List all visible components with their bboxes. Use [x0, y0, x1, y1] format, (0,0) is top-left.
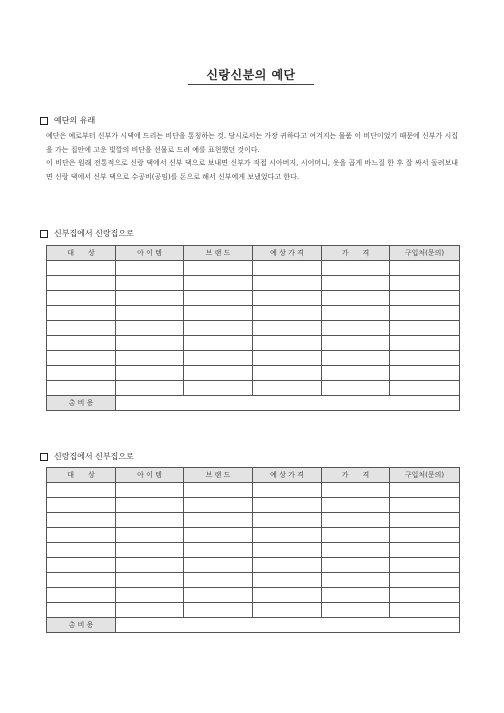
table-cell[interactable] [116, 513, 184, 528]
table-cell[interactable] [184, 603, 253, 618]
checkbox-square-icon [40, 117, 48, 125]
table-cell[interactable] [253, 588, 322, 603]
table-cell[interactable] [322, 498, 390, 513]
origin-section-heading [40, 115, 95, 126]
table-cell[interactable] [253, 351, 322, 366]
table-cell[interactable] [253, 276, 322, 291]
table-cell[interactable] [47, 483, 116, 498]
table-cell[interactable] [322, 276, 390, 291]
table-cell[interactable] [322, 513, 390, 528]
table-cell[interactable] [116, 261, 184, 276]
table-header-row [47, 246, 460, 261]
table-row [47, 558, 460, 573]
table-cell[interactable] [47, 573, 116, 588]
table-cell[interactable] [322, 261, 390, 276]
table-cell[interactable] [322, 321, 390, 336]
table-cell[interactable] [390, 366, 460, 381]
table-row [47, 573, 460, 588]
table-row [47, 588, 460, 603]
table-cell[interactable] [116, 588, 184, 603]
header-brand: 브 랜 드 [184, 246, 253, 261]
table-cell[interactable] [184, 336, 253, 351]
header-item: 아 이 템 [116, 468, 184, 483]
table-row [47, 603, 460, 618]
table-cell[interactable] [116, 306, 184, 321]
table-cell[interactable] [253, 513, 322, 528]
table-cell[interactable] [116, 498, 184, 513]
table-cell[interactable] [116, 558, 184, 573]
origin-heading-label: 예단의 유래 [54, 116, 96, 125]
table-cell[interactable] [116, 276, 184, 291]
table-row [47, 483, 460, 498]
table-cell[interactable] [390, 588, 460, 603]
table-cell[interactable] [253, 543, 322, 558]
header-store: 구입처(문의) [390, 468, 460, 483]
table-cell[interactable] [47, 321, 116, 336]
checkbox-square-icon [40, 453, 48, 461]
table-cell[interactable] [116, 603, 184, 618]
table-cell[interactable] [390, 558, 460, 573]
table-cell[interactable] [184, 513, 253, 528]
table-cell[interactable] [47, 366, 116, 381]
table-row [47, 351, 460, 366]
table-cell[interactable] [322, 351, 390, 366]
table-cell[interactable] [184, 498, 253, 513]
total-cost-value[interactable] [116, 618, 460, 633]
table-row [47, 276, 460, 291]
table-cell[interactable] [390, 381, 460, 396]
table-cell[interactable] [322, 603, 390, 618]
table-cell[interactable] [116, 321, 184, 336]
groom-to-bride-table [46, 467, 460, 633]
origin-paragraph [46, 130, 458, 184]
table-cell[interactable] [116, 291, 184, 306]
table-cell[interactable] [390, 513, 460, 528]
table-row [47, 498, 460, 513]
table-row [47, 291, 460, 306]
table-cell[interactable] [390, 603, 460, 618]
table-cell[interactable] [390, 573, 460, 588]
table-cell[interactable] [253, 558, 322, 573]
table-cell[interactable] [116, 573, 184, 588]
table-row [47, 543, 460, 558]
table-cell[interactable] [253, 336, 322, 351]
total-cost-value[interactable] [116, 396, 460, 411]
table-cell[interactable] [47, 603, 116, 618]
table-cell[interactable] [184, 351, 253, 366]
table-row [47, 513, 460, 528]
table-row [47, 528, 460, 543]
table-row [47, 366, 460, 381]
table-cell[interactable] [322, 366, 390, 381]
table-cell[interactable] [390, 498, 460, 513]
table-cell[interactable] [184, 543, 253, 558]
table-cell[interactable] [253, 603, 322, 618]
table-cell[interactable] [47, 498, 116, 513]
table-cell[interactable] [47, 336, 116, 351]
header-store: 구입처(문의) [390, 246, 460, 261]
total-cost-label: 총 비 용 [47, 618, 116, 633]
table-cell[interactable] [47, 276, 116, 291]
table-cell[interactable] [116, 483, 184, 498]
table-cell[interactable] [47, 588, 116, 603]
table-cell[interactable] [390, 351, 460, 366]
groom-to-bride-heading-label: 신랑집에서 신부집으로 [54, 452, 134, 461]
table-cell[interactable] [390, 321, 460, 336]
table-cell[interactable] [253, 261, 322, 276]
table-cell[interactable] [184, 261, 253, 276]
table-cell[interactable] [390, 336, 460, 351]
table-cell[interactable] [322, 336, 390, 351]
header-target: 대 상 [47, 468, 116, 483]
bride-to-groom-section-heading [40, 228, 134, 239]
table-cell[interactable] [47, 351, 116, 366]
table-cell[interactable] [184, 291, 253, 306]
table-cell[interactable] [184, 573, 253, 588]
table-cell[interactable] [322, 588, 390, 603]
table-row [47, 321, 460, 336]
total-row [47, 396, 460, 411]
table-cell[interactable] [116, 366, 184, 381]
table-cell[interactable] [47, 306, 116, 321]
header-expected-price: 예 상 가 격 [253, 468, 322, 483]
table-cell[interactable] [253, 321, 322, 336]
table-cell[interactable] [390, 306, 460, 321]
table-cell[interactable] [184, 381, 253, 396]
table-cell[interactable] [47, 558, 116, 573]
page-title: 신랑신분의 예단 [206, 68, 296, 82]
table-cell[interactable] [253, 381, 322, 396]
table-cell[interactable] [390, 291, 460, 306]
table-cell[interactable] [47, 543, 116, 558]
table-header-row [47, 468, 460, 483]
total-row [47, 618, 460, 633]
bride-to-groom-table [46, 245, 460, 411]
header-item: 아 이 템 [116, 246, 184, 261]
table-cell[interactable] [253, 573, 322, 588]
table-cell[interactable] [253, 306, 322, 321]
groom-to-bride-section-heading [40, 451, 134, 462]
table-cell[interactable] [322, 306, 390, 321]
table-cell[interactable] [184, 588, 253, 603]
header-price: 가 격 [322, 246, 390, 261]
header-target: 대 상 [47, 246, 116, 261]
table-cell[interactable] [47, 528, 116, 543]
table-cell[interactable] [253, 528, 322, 543]
table-cell[interactable] [322, 558, 390, 573]
table-cell[interactable] [116, 528, 184, 543]
table-cell[interactable] [116, 543, 184, 558]
table-cell[interactable] [116, 381, 184, 396]
table-row [47, 336, 460, 351]
table-cell[interactable] [184, 528, 253, 543]
title-underline [188, 84, 314, 85]
table-cell[interactable] [47, 291, 116, 306]
table-cell[interactable] [253, 366, 322, 381]
table-cell[interactable] [47, 513, 116, 528]
table-cell[interactable] [390, 276, 460, 291]
table-cell[interactable] [116, 351, 184, 366]
origin-paragraph-1: 예단은 예로부터 신부가 시댁에 드리는 비단을 통칭하는 것. 당시로서는 가장 귀하다고 여겨지는 물품 이 비단이었기 때문에 신부가 시집을 가는 집안에 고운 빛깔의 비단을 선물로 드려 예를 표현했던 것이다. [46, 132, 458, 154]
table-cell[interactable] [116, 336, 184, 351]
table-cell[interactable] [184, 558, 253, 573]
table-cell[interactable] [322, 573, 390, 588]
table-cell[interactable] [47, 261, 116, 276]
bride-to-groom-heading-label: 신부집에서 신랑집으로 [54, 229, 134, 238]
table-row [47, 261, 460, 276]
total-cost-label: 총 비 용 [47, 396, 116, 411]
table-cell[interactable] [253, 498, 322, 513]
header-expected-price: 예 상 가 격 [253, 246, 322, 261]
checkbox-square-icon [40, 230, 48, 238]
table-cell[interactable] [322, 381, 390, 396]
table-cell[interactable] [184, 366, 253, 381]
table-cell[interactable] [322, 543, 390, 558]
table-cell[interactable] [322, 291, 390, 306]
table-cell[interactable] [390, 543, 460, 558]
table-cell[interactable] [390, 528, 460, 543]
table-cell[interactable] [184, 276, 253, 291]
table-cell[interactable] [184, 321, 253, 336]
table-cell[interactable] [47, 381, 116, 396]
table-cell[interactable] [184, 306, 253, 321]
table-cell[interactable] [253, 291, 322, 306]
table-cell[interactable] [390, 483, 460, 498]
table-cell[interactable] [322, 528, 390, 543]
origin-paragraph-2: 이 비단은 원래 전통적으로 신랑 댁에서 신부 댁으로 보내면 신부가 직접 시아버지, 시어머니, 옷을 곱게 바느질 한 후 잘 싸서 돌려보내면 신랑 댁에서 신부 댁으로 수공비(공임)를 돈으로 해서 신부에게 보냈었다고 한다. [46, 159, 458, 181]
table-cell[interactable] [253, 483, 322, 498]
table-cell[interactable] [322, 483, 390, 498]
table-row [47, 306, 460, 321]
table-cell[interactable] [184, 483, 253, 498]
table-row [47, 381, 460, 396]
header-price: 가 격 [322, 468, 390, 483]
header-brand: 브 랜 드 [184, 468, 253, 483]
table-cell[interactable] [390, 261, 460, 276]
